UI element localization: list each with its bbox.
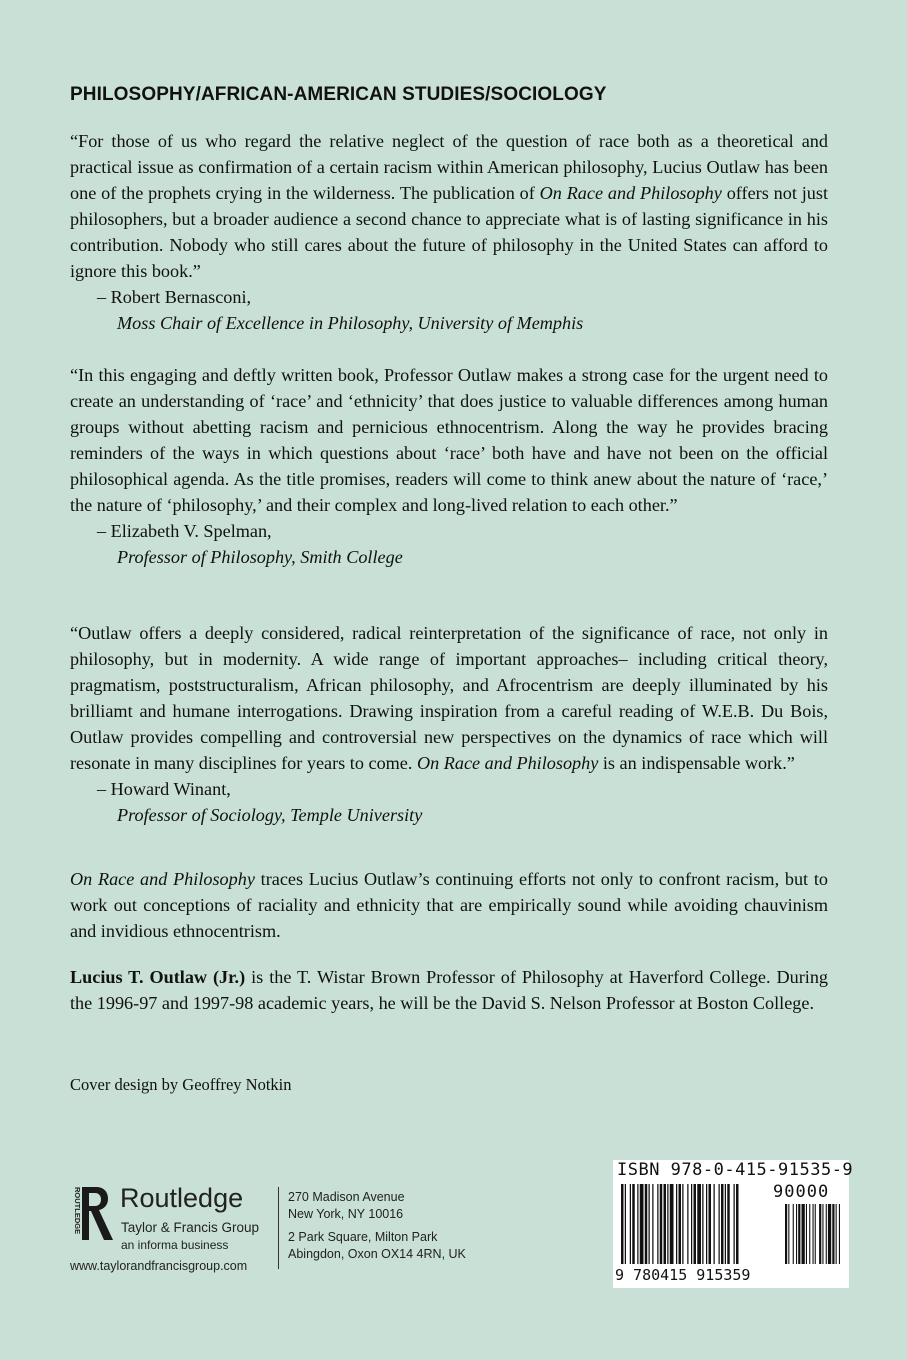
svg-text:ROUTLEDGE: ROUTLEDGE xyxy=(73,1187,82,1235)
publisher-informa: an informa business xyxy=(121,1238,229,1252)
isbn-barcode-block xyxy=(613,1160,854,1288)
book-title: On Race and Philosophy xyxy=(70,869,255,889)
quote-text: “Outlaw offers a deeply considered, radical reinterpretation of the significance of race, not only in philosophy, but in modernity. A wide range of important approaches– including critical theory, pragmatism, poststructuralism, African philosophy, and Afrocentrism are deeply illuminated by his brilliamt and humane interrogations. Drawing inspiration from a careful reading of W.E.B. Du Bois, Outlaw provides compelling and controversial new perspectives on the dynamics of race which will resonate in many disciplines for years to come. On Race and Philosophy is an indispensable work.” xyxy=(70,623,828,773)
category-heading: PHILOSOPHY/AFRICAN-AMERICAN STUDIES/SOCIOLOGY xyxy=(70,84,607,105)
quote-spelman xyxy=(70,362,828,570)
cover-credit: Cover design by Geoffrey Notkin xyxy=(70,1075,292,1094)
quote-author: – Howard Winant, xyxy=(97,779,231,799)
quote-text: “In this engaging and deftly written book, Professor Outlaw makes a strong case for the urgent need to create an understanding of ‘race’ and ‘ethnicity’ that does justice to valuable differences among human groups without abetting racism and pernicious ethnocentrism. Along the way he provides bracing reminders of the ways in which questions about ‘race’ both have and have not been on the official philosophical agenda. As the title promises, readers will come to think anew about the nature of ‘race,’ the nature of ‘philosophy,’ and their complex and long-lived relation to each other.” xyxy=(70,365,828,515)
quote-text: “For those of us who regard the relative neglect of the question of race both as a theoretical and practical issue as confirmation of a certain racism within American philosophy, Lucius Outlaw has been one of the prophets crying in the wilderness. The publication of On Race and Philosophy offers not just philosophers, but a broader audience a second chance to appreciate what is of lasting significance in his contribution. Nobody who still cares about the future of philosophy in the United States can afford to ignore this book.” xyxy=(70,131,828,281)
quote-bernasconi xyxy=(70,128,828,336)
barcode-addon: 90000 xyxy=(773,1182,830,1202)
book-title: On Race and Philosophy xyxy=(416,753,599,773)
quote-author: – Robert Bernasconi, xyxy=(97,287,252,307)
author-name: Lucius T. Outlaw (Jr.) xyxy=(70,967,246,987)
quote-winant xyxy=(70,620,828,828)
isbn-label: ISBN 978-0-415-91535-9 xyxy=(617,1160,854,1180)
routledge-logo-icon xyxy=(68,1185,114,1247)
address-us: 270 Madison Avenue New York, NY 10016 xyxy=(288,1190,405,1221)
divider xyxy=(278,1187,279,1269)
ean-digits: 9 780415 915359 xyxy=(615,1266,751,1284)
quote-affiliation: Professor of Philosophy, Smith College xyxy=(117,547,403,567)
quote-author: – Elizabeth V. Spelman, xyxy=(97,521,272,541)
author-bio: Lucius T. Outlaw (Jr.) is the T. Wistar Brown Professor of Philosophy at Haverford College. During the 1996-97 and 1997-98 academic years, he will be the David S. Nelson Professor at Boston College. xyxy=(70,967,829,1013)
quote-affiliation: Moss Chair of Excellence in Philosophy, University of Memphis xyxy=(117,313,584,333)
book-description: On Race and Philosophy traces Lucius Outlaw’s continuing efforts not only to confront racism, but to work out conceptions of raciality and ethnicity that are empirically sound while avoiding chauvinism and invidious ethnocentrism. xyxy=(70,869,828,941)
publisher-website: www.taylorandfrancisgroup.com xyxy=(70,1259,248,1273)
quote-affiliation: Professor of Sociology, Temple University xyxy=(117,805,423,825)
book-title: On Race and Philosophy xyxy=(539,183,722,203)
publisher-group: Taylor & Francis Group xyxy=(121,1220,260,1235)
publisher-block xyxy=(68,1175,488,1285)
address-uk: 2 Park Square, Milton Park Abingdon, Oxon OX14 4RN, UK xyxy=(288,1230,466,1261)
publisher-name: Routledge xyxy=(120,1183,244,1213)
